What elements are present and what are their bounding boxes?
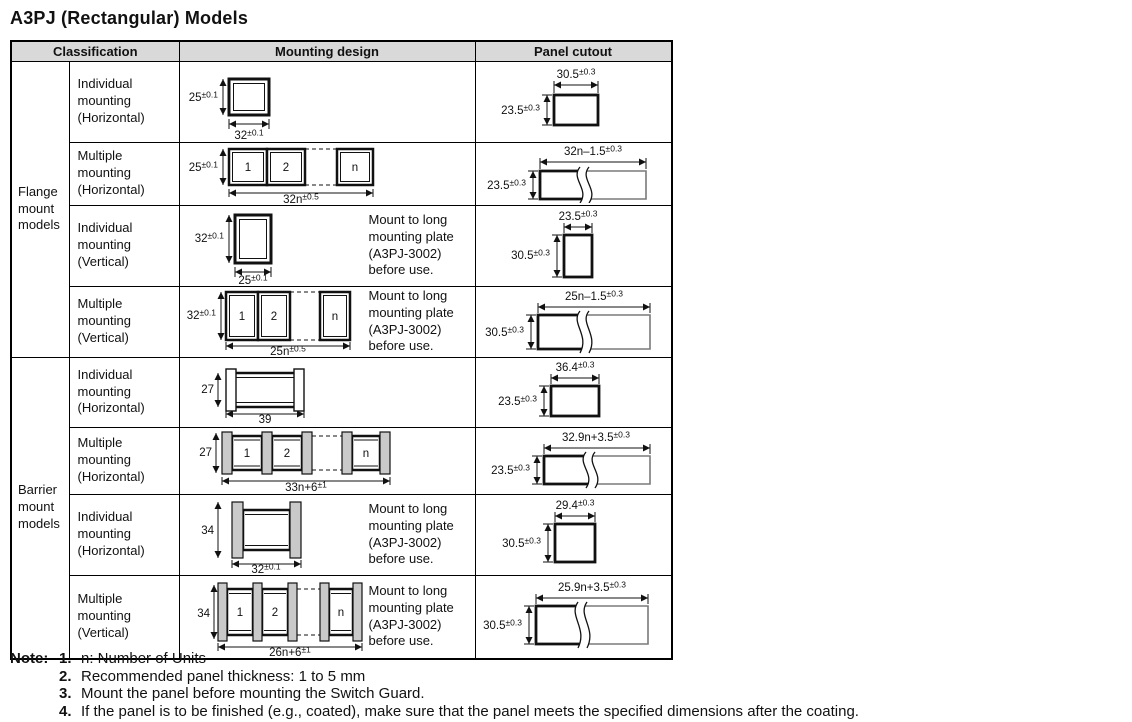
cutout-height-label: $23.5^{\pm 0.3}$ [490,462,530,477]
table-row [11,357,672,427]
cutout-width-label: $36.4^{\pm 0.3}$ [555,360,594,374]
panel-cutout-drawing [476,498,671,572]
header-classification: Classification [11,41,179,61]
unit-box-label: 1 [243,447,250,460]
panel-cutout-drawing [476,67,671,137]
design-height-label: 34 [196,607,210,620]
design-height-label: $32^{\pm 0.1}$ [186,307,216,322]
mounting-note: Mount to long mounting plate (A3PJ-3002) before use. [368,211,454,278]
unit-box-label: 2 [271,606,278,619]
cutout-height-label: $30.5^{\pm 0.3}$ [484,324,524,339]
table-row [11,205,672,286]
mounting-note: Mount to long mounting plate (A3PJ-3002) before use. [368,500,454,567]
cutout-height-label: $30.5^{\pm 0.3}$ [501,535,541,550]
panel-cutout-drawing [476,431,671,491]
mounting-design-drawing [184,144,394,204]
unit-box-label: n [351,161,358,174]
mounting-note: Mount to long mounting plate (A3PJ-3002) before use. [368,287,454,354]
cutout-height-label: $23.5^{\pm 0.3}$ [500,102,540,117]
note-number: 1. [59,650,72,667]
design-height-label: $32^{\pm 0.1}$ [194,230,224,245]
cutout-width-label: $25n-1.5^{\pm 0.3}$ [564,289,623,303]
design-height-label: $25^{\pm 0.1}$ [188,89,218,104]
table-row [11,61,672,142]
panel-cutout-drawing [476,209,671,283]
cutout-height-label: $30.5^{\pm 0.3}$ [482,617,522,632]
cutout-height-label: $23.5^{\pm 0.3}$ [486,177,526,192]
note-number: 4. [59,702,72,720]
cutout-height-label: $23.5^{\pm 0.3}$ [497,393,537,408]
cutout-height-label: $30.5^{\pm 0.3}$ [510,247,550,262]
note-label: Note: [10,650,49,667]
classification-type: Individual mounting (Horizontal) [69,357,179,427]
models-table [10,40,673,660]
note-text: Recommended panel thickness: 1 to 5 mm [81,667,366,685]
table-row [11,575,672,659]
note-item [10,685,1122,703]
design-height-label: 34 [200,524,214,537]
design-width-label: $25n^{\pm 0.5}$ [269,343,306,356]
design-width-label: $26n+6^{\pm 1}$ [268,644,311,657]
design-height-label: $25^{\pm 0.1}$ [188,159,218,174]
unit-box-label: 2 [283,447,290,460]
header-mounting-design: Mounting design [179,41,475,61]
unit-box-label: n [362,447,369,460]
table-row [11,286,672,357]
mounting-design-drawing [184,207,354,285]
design-width-label: $25^{\pm 0.1}$ [237,272,268,285]
classification-type: Multiple mounting (Vertical) [69,575,179,659]
header-panel-cutout: Panel cutout [475,41,672,61]
group-barrier-mount: Barrier mount models [11,357,69,659]
mounting-design-drawing [184,429,399,493]
unit-box-label: n [337,606,344,619]
design-height-label: 27 [198,446,212,459]
cutout-width-label: $32.9n+3.5^{\pm 0.3}$ [561,430,630,444]
table-row [11,142,672,205]
panel-cutout-drawing [476,145,671,203]
mounting-design-drawing [184,496,344,574]
table-row [11,427,672,494]
cutout-width-label: $25.9n+3.5^{\pm 0.3}$ [557,579,626,594]
cutout-width-label: $30.5^{\pm 0.3}$ [556,66,595,81]
unit-box-label: 1 [244,161,251,174]
cutout-width-label: $29.4^{\pm 0.3}$ [555,497,594,512]
unit-box-label: 1 [238,310,245,323]
note-number: 3. [59,685,72,702]
unit-box-label: 2 [270,310,277,323]
note-text: n: Number of Units [81,650,207,667]
notes-section [10,650,1122,720]
mounting-note: Mount to long mounting plate (A3PJ-3002) before use. [368,582,454,649]
unit-box-label: 2 [282,161,289,174]
classification-type: Multiple mounting (Horizontal) [69,142,179,205]
note-item [10,668,1122,686]
note-item [10,650,1122,668]
panel-cutout-drawing [476,580,671,654]
classification-type: Individual mounting (Horizontal) [69,494,179,575]
panel-cutout-drawing [476,290,671,354]
design-width-label: $32n^{\pm 0.5}$ [282,191,319,204]
note-number: 2. [59,667,72,685]
panel-cutout-drawing [476,360,671,424]
classification-type: Individual mounting (Vertical) [69,205,179,286]
cutout-width-label: $23.5^{\pm 0.3}$ [558,208,597,223]
design-width-label: $33n+6^{\pm 1}$ [284,479,327,493]
mounting-design-drawing [184,360,344,424]
note-text: If the panel is to be finished (e.g., coated), make sure that the panel meets the specified dimensions after the coating. [81,702,859,720]
classification-type: Multiple mounting (Horizontal) [69,427,179,494]
design-width-label: 39 [258,414,271,424]
design-height-label: 27 [200,384,214,396]
design-width-label: $32^{\pm 0.1}$ [233,127,264,141]
note-item [10,703,1122,721]
classification-type: Individual mounting (Horizontal) [69,61,179,142]
unit-box-label: 1 [236,606,243,619]
note-text: Mount the panel before mounting the Switch Guard. [81,685,425,702]
classification-type: Multiple mounting (Vertical) [69,286,179,357]
group-flange-mount: Flange mount models [11,61,69,357]
mounting-design-drawing [184,577,369,657]
mounting-design-drawing [184,63,354,141]
table-header-row [11,41,672,61]
unit-box-label: n [331,310,338,323]
mounting-design-drawing [184,288,364,356]
page-title: A3PJ (Rectangular) Models [10,8,249,28]
table-row [11,494,672,575]
design-width-label: $32^{\pm 0.1}$ [250,561,281,574]
cutout-width-label: $32n-1.5^{\pm 0.3}$ [563,144,622,158]
